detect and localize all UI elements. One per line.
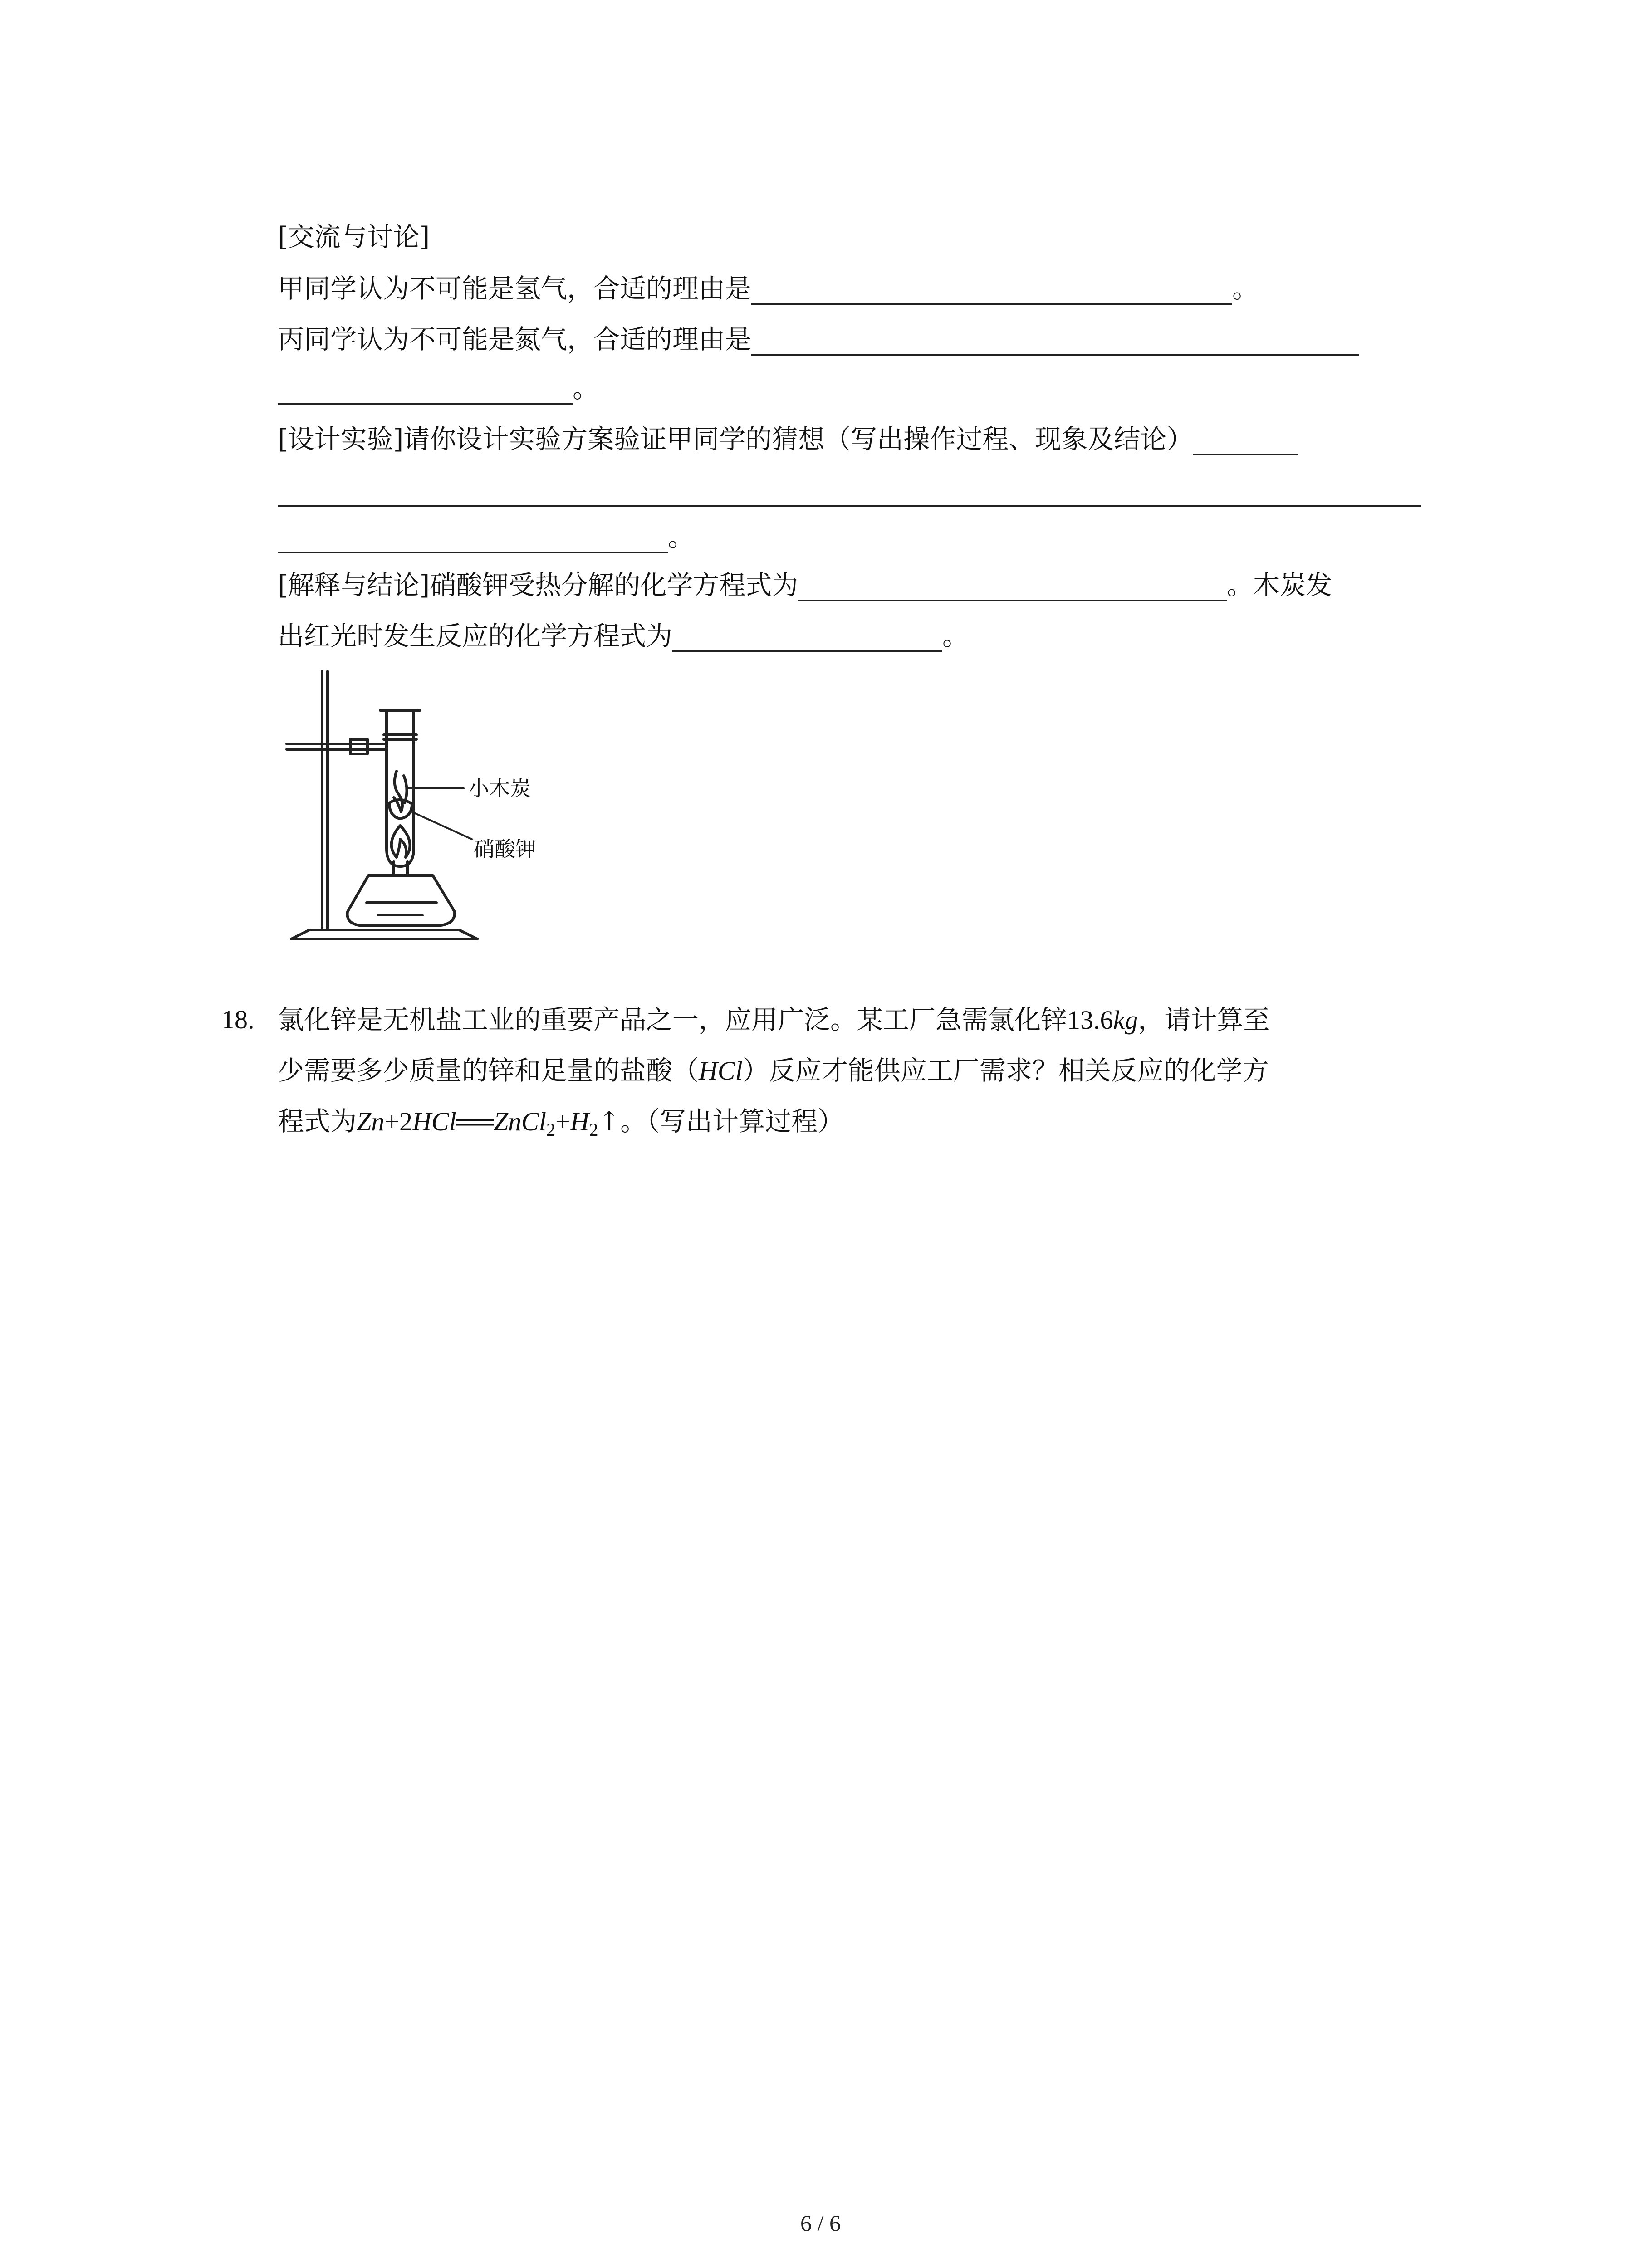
- question-number: 18.: [221, 1005, 255, 1034]
- answer-blank-charcoal-equation[interactable]: [672, 623, 942, 652]
- conclusion-line-1: [278, 569, 1332, 601]
- answer-blank-nitrogen-1[interactable]: [751, 327, 1359, 356]
- eq-plus-coef: +2: [384, 1107, 412, 1136]
- design-line: [278, 423, 1298, 455]
- conclusion-end: 。: [942, 621, 969, 651]
- conclusion-text-2: 出红光时发生反应的化学方程式为: [278, 621, 673, 651]
- eq-zn: Zn: [357, 1107, 385, 1136]
- discussion-a-line: [278, 272, 1259, 305]
- conclusion-text-1-tail: 。木炭发: [1227, 570, 1332, 601]
- eq-sub-2a: 2: [546, 1119, 555, 1140]
- q18-hcl: HCl: [699, 1056, 743, 1085]
- apparatus-figure: [278, 667, 586, 953]
- conclusion-line-2: [278, 620, 969, 652]
- gas-arrow-icon: ↑: [598, 1106, 621, 1137]
- design-cont: [278, 521, 694, 553]
- charcoal-piece: [394, 771, 402, 812]
- q18-line2-b: ）反应才能供应工厂需求？相关反应的化学方: [742, 1055, 1269, 1086]
- eq-equals: ══: [456, 1107, 494, 1136]
- answer-blank-design-3[interactable]: [278, 524, 668, 553]
- lamp-wick-holder: [394, 862, 407, 875]
- q18-line1-b: ，请计算至: [1138, 1004, 1270, 1035]
- discussion-b-cont: [278, 372, 599, 405]
- eq-hcl: HCl: [412, 1107, 456, 1136]
- q18-line-3: [278, 1105, 844, 1138]
- label-nitrate: 硝酸钾: [474, 837, 536, 861]
- q18-line3-a: 程式为: [278, 1106, 357, 1137]
- label-charcoal: 小木炭: [468, 776, 531, 801]
- discussion-heading: [交流与讨论]: [278, 221, 430, 252]
- eq-plus: +: [555, 1107, 570, 1136]
- design-end: 。: [668, 522, 695, 552]
- answer-blank-hydrogen[interactable]: [751, 276, 1232, 305]
- leader-nitrate: [410, 811, 472, 839]
- q18-line2-a: 少需要多少质量的锌和足量的盐酸（: [278, 1055, 699, 1086]
- chemical-equation: [357, 1106, 621, 1140]
- alcohol-lamp: [348, 875, 455, 925]
- discussion-a-end: 。: [1232, 273, 1259, 304]
- q18-line1-a: 氯化锌是无机盐工业的重要产品之一，应用广泛。某工厂急需氯化锌: [278, 1004, 1068, 1035]
- eq-sub-2b: 2: [589, 1119, 598, 1140]
- discussion-b-text: 丙同学认为不可能是氮气，合适的理由是: [278, 324, 752, 355]
- discussion-a-text: 甲同学认为不可能是氢气，合适的理由是: [278, 273, 752, 304]
- discussion-b-end: 。: [573, 373, 599, 404]
- conclusion-text-1: [解释与结论]硝酸钾受热分解的化学方程式为: [278, 570, 798, 601]
- eq-h: H: [570, 1107, 589, 1136]
- design-text: [设计实验]请你设计实验方案验证甲同学的猜想（写出操作过程、现象及结论）: [278, 424, 1193, 455]
- answer-blank-kno3-equation[interactable]: [798, 572, 1227, 601]
- discussion-b-line: [278, 323, 1359, 356]
- flame: [392, 826, 410, 857]
- q18-line3-b: 。（写出计算过程）: [620, 1106, 844, 1137]
- eq-zncl: ZnCl: [493, 1107, 546, 1136]
- answer-blank-nitrogen-2[interactable]: [278, 376, 573, 405]
- answer-blank-design-1[interactable]: [1193, 426, 1298, 455]
- answer-blank-design-2[interactable]: [278, 505, 1421, 507]
- page-number: 6 / 6: [800, 2210, 841, 2236]
- q18-line-2: [278, 1054, 1269, 1087]
- q18-mass-value: 13.6: [1067, 1005, 1113, 1035]
- q18-mass-unit: kg: [1113, 1005, 1138, 1035]
- q18-line-1: [278, 1003, 1269, 1036]
